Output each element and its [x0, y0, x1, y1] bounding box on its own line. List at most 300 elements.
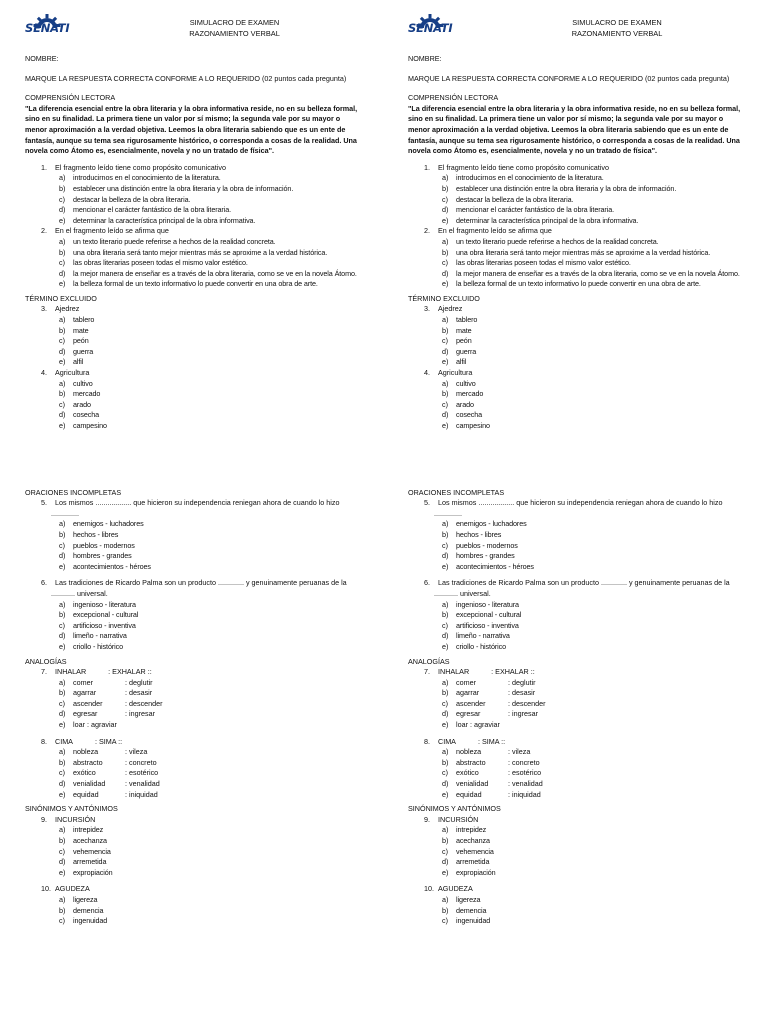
option-term-a: equidad — [73, 789, 99, 799]
question-number: 4. — [41, 368, 47, 378]
question-text-pair: : EXHALAR :: — [491, 667, 535, 677]
option-letter: a) — [59, 236, 66, 246]
option-letter: a) — [442, 677, 449, 687]
option-letter: a) — [442, 747, 449, 757]
question-stem — [416, 737, 746, 748]
option-pair — [73, 747, 147, 758]
option-term-b: : venalidad — [125, 779, 160, 789]
option-letter: e) — [442, 215, 449, 225]
name-field: NOMBRE: — [408, 54, 442, 63]
option-term-a: comer — [73, 677, 93, 687]
option-letter: d) — [59, 709, 66, 719]
option-letter: b) — [59, 905, 66, 915]
option-letter: b) — [442, 389, 449, 399]
question-text: Agricultura — [55, 368, 90, 378]
option-term-b: : vileza — [125, 747, 148, 757]
option-letter: a) — [59, 378, 66, 388]
option-letter: c) — [442, 768, 448, 778]
options-list — [59, 895, 364, 927]
option-letter: e) — [59, 215, 66, 225]
options-list — [59, 173, 364, 226]
option-e — [442, 790, 746, 801]
option-a — [59, 678, 364, 689]
question-text: Los mismos .................. que hicieron su independencia reniegan ahora de cuando lo hizo .............. — [434, 498, 723, 518]
option-text: la belleza formal de un texto informativo lo puede convertir en una obra de arte. — [456, 279, 701, 289]
question-2 — [408, 226, 746, 290]
question-5 — [408, 498, 746, 572]
option-pair — [456, 747, 530, 758]
options-list — [59, 519, 364, 572]
option-letter: b) — [59, 757, 66, 767]
question-8 — [25, 737, 364, 801]
option-text: guerra — [73, 346, 94, 356]
options-list — [442, 678, 746, 731]
option-c — [59, 195, 364, 206]
question-number: 1. — [424, 162, 430, 172]
option-c — [59, 336, 364, 347]
question-text: El fragmento leído tiene como propósito comunicativo — [438, 162, 609, 172]
option-term-a: nobleza — [456, 747, 482, 757]
option-d — [59, 709, 364, 720]
option-text: hechos - libres — [456, 529, 502, 539]
section-comprension: COMPRENSIÓN LECTORA — [25, 93, 116, 103]
option-letter: d) — [442, 551, 449, 561]
options-list — [442, 237, 746, 290]
exam-subtitle: RAZONAMIENTO VERBAL — [571, 28, 663, 38]
option-b — [442, 688, 746, 699]
option-text: intrepidez — [73, 825, 104, 835]
option-c — [442, 195, 746, 206]
option-letter: c) — [59, 336, 65, 346]
option-text: criollo - histórico — [456, 641, 507, 651]
option-term-a: equidad — [456, 789, 482, 799]
question-number: 10. — [424, 884, 434, 894]
option-e — [59, 216, 364, 227]
question-number: 8. — [424, 736, 430, 746]
question-text-pair: : EXHALAR :: — [108, 667, 152, 677]
option-letter: a) — [59, 747, 66, 757]
option-b — [59, 326, 364, 337]
option-c — [59, 621, 364, 632]
option-text: hechos - libres — [73, 529, 119, 539]
option-letter: e) — [442, 561, 449, 571]
question-9 — [25, 815, 364, 879]
option-letter: c) — [442, 194, 448, 204]
option-term-a: agarrar — [73, 688, 97, 698]
option-text: introducirnos en el conocimiento de la literatura. — [73, 173, 221, 183]
option-d — [442, 269, 746, 280]
question-6 — [408, 578, 746, 652]
option-letter: a) — [59, 825, 66, 835]
question-4 — [25, 368, 364, 432]
option-a — [442, 678, 746, 689]
option-letter: e) — [59, 357, 66, 367]
option-e — [442, 868, 746, 879]
option-a — [442, 519, 746, 530]
option-letter: e) — [442, 720, 449, 730]
option-c — [59, 400, 364, 411]
option-letter: b) — [442, 757, 449, 767]
question-stem — [416, 884, 746, 895]
option-c — [59, 916, 364, 927]
option-text: peón — [456, 336, 472, 346]
section-analogias: ANALOGÍAS — [25, 656, 67, 666]
option-term-b: : iniquidad — [125, 789, 158, 799]
option-e — [442, 279, 746, 290]
option-b — [442, 184, 746, 195]
option-term-b: : desasir — [508, 688, 536, 698]
option-b — [442, 530, 746, 541]
option-letter: d) — [59, 205, 66, 215]
option-text: hombres - grandes — [73, 551, 132, 561]
question-6 — [25, 578, 364, 652]
question-number: 6. — [424, 578, 430, 588]
reading-passage: "La diferencia esencial entre la obra literaria y la obra informativa reside, no en su belleza formal, sino en su finalidad. La primera tiene un valor por sí mismo; la segunda vale por su mayor o menor aproximación a la verdad objetiva. Leemos la obra literaria sabiendo que es un ente de fantasía, aunque su tema sea rigurosamente histórico, o corresponda a cosas de la realidad. Una novela como Átomo es, esencialmente, novela y no un tratado de física". — [25, 103, 358, 156]
question-number: 2. — [41, 226, 47, 236]
option-a — [442, 237, 746, 248]
option-text: campesino — [456, 421, 490, 430]
option-letter: c) — [59, 698, 65, 708]
option-term-b: : ingresar — [125, 709, 155, 719]
options-list — [59, 678, 364, 731]
option-letter: b) — [59, 610, 66, 620]
question-text: En el fragmento leído se afirma que — [55, 226, 169, 236]
option-e — [442, 421, 746, 432]
option-term-a: loar : agraviar — [456, 720, 500, 730]
option-text: enemigos - luchadores — [456, 519, 527, 529]
option-letter: b) — [59, 183, 66, 193]
option-letter: c) — [442, 540, 448, 550]
option-letter: d) — [442, 631, 449, 641]
options-list — [59, 237, 364, 290]
exam-title: SIMULACRO DE EXAMEN — [572, 18, 662, 27]
question-number: 9. — [41, 814, 47, 824]
option-term-b: : descender — [125, 698, 163, 708]
instructions: MARQUE LA RESPUESTA CORRECTA CONFORME A LO REQUERIDO (02 puntos cada pregunta) — [25, 73, 347, 83]
option-term-b: : esotérico — [125, 768, 159, 778]
option-term-a: egresar — [456, 709, 481, 719]
option-text: peón — [73, 336, 89, 346]
question-number: 4. — [424, 368, 430, 378]
option-letter: e) — [442, 789, 449, 799]
option-text: ligereza — [456, 894, 481, 904]
option-c — [442, 400, 746, 411]
sheet-titles — [145, 18, 364, 39]
section-sinonimos: SINÓNIMOS Y ANTÓNIMOS — [25, 804, 118, 814]
instructions: MARQUE LA RESPUESTA CORRECTA CONFORME A LO REQUERIDO (02 puntos cada pregunta) — [408, 73, 730, 83]
option-c — [442, 258, 746, 269]
option-text: arremetida — [456, 857, 490, 867]
option-letter: d) — [442, 857, 449, 867]
option-letter: e) — [442, 357, 449, 367]
option-text: alfil — [456, 357, 467, 367]
section-comprension: COMPRENSIÓN LECTORA — [408, 93, 499, 103]
option-text: destacar la belleza de la obra literaria. — [73, 194, 191, 204]
option-e — [442, 357, 746, 368]
option-letter: b) — [442, 183, 449, 193]
question-text-pair: : SIMA :: — [477, 736, 506, 746]
reading-passage: "La diferencia esencial entre la obra literaria y la obra informativa reside, no en su belleza formal, sino en su finalidad. La primera tiene un valor por sí mismo; la segunda vale por su mayor o menor aproximación a la verdad objetiva. Leemos la obra literaria sabiendo que es un ente de fantasía, aunque su tema sea rigurosamente histórico, o corresponda a cosas de la realidad. Una novela como Átomo es, esencialmente, novela y no un tratado de física". — [408, 103, 741, 156]
option-e — [442, 216, 746, 227]
option-letter: e) — [59, 421, 66, 430]
option-e — [59, 357, 364, 368]
question-stem — [416, 226, 746, 237]
option-letter: b) — [442, 905, 449, 915]
option-d — [442, 551, 746, 562]
option-letter: e) — [442, 279, 449, 289]
option-d — [442, 857, 746, 868]
option-a — [59, 379, 364, 390]
question-4 — [408, 368, 746, 432]
option-c — [59, 699, 364, 710]
option-letter: c) — [59, 846, 65, 856]
question-number: 5. — [41, 498, 47, 508]
option-text: pueblos - modernos — [456, 540, 518, 550]
option-term-b: : descender — [508, 698, 546, 708]
option-e — [59, 720, 364, 731]
question-3 — [25, 304, 364, 368]
option-text: arado — [456, 399, 474, 409]
option-term-a: egresar — [73, 709, 98, 719]
question-stem — [33, 667, 364, 678]
options-list — [442, 379, 746, 432]
option-d — [59, 857, 364, 868]
option-letter: e) — [442, 421, 449, 430]
section-oraciones: ORACIONES INCOMPLETAS — [408, 487, 505, 497]
question-text: INCURSIÓN — [438, 814, 479, 824]
question-10 — [408, 884, 746, 926]
option-letter: e) — [59, 720, 66, 730]
option-letter: b) — [59, 325, 66, 335]
option-letter: d) — [59, 779, 66, 789]
question-text: Los mismos .................. que hicieron su independencia reniegan ahora de cuando lo hizo .............. — [51, 498, 340, 518]
question-stem — [33, 304, 364, 315]
option-letter: b) — [442, 325, 449, 335]
question-stem — [33, 737, 364, 748]
option-term-a: ascender — [73, 698, 103, 708]
option-text: destacar la belleza de la obra literaria. — [456, 194, 574, 204]
option-c — [442, 621, 746, 632]
question-stem — [416, 498, 746, 519]
options-list — [442, 895, 746, 927]
option-letter: e) — [442, 641, 449, 651]
option-text: pueblos - modernos — [73, 540, 135, 550]
option-e — [59, 421, 364, 432]
option-letter: b) — [442, 529, 449, 539]
section-analogias: ANALOGÍAS — [408, 656, 450, 666]
option-text: las obras literarias poseen todas el mismo valor estético. — [73, 258, 248, 268]
question-number: 7. — [41, 667, 47, 677]
option-text: criollo - histórico — [73, 641, 124, 651]
option-c — [442, 541, 746, 552]
question-number: 3. — [424, 304, 430, 314]
question-stem — [33, 815, 364, 826]
option-term-a: ascender — [456, 698, 486, 708]
question-stem — [416, 667, 746, 678]
option-text: vehemencia — [73, 846, 111, 856]
option-pair — [456, 790, 541, 801]
question-text-pair: : SIMA :: — [94, 736, 123, 746]
option-text: una obra literaria será tanto mejor mientras más se aproxime a la verdad histórica. — [456, 247, 711, 257]
option-letter: a) — [59, 599, 66, 609]
option-letter: d) — [442, 779, 449, 789]
question-text: Ajedrez — [55, 304, 80, 314]
section-sinonimos: SINÓNIMOS Y ANTÓNIMOS — [408, 804, 501, 814]
option-letter: a) — [442, 599, 449, 609]
option-text: cultivo — [73, 378, 93, 388]
option-e — [59, 279, 364, 290]
option-text: mercado — [73, 389, 101, 399]
option-letter: b) — [442, 836, 449, 845]
option-letter: c) — [59, 620, 65, 630]
option-letter: a) — [442, 236, 449, 246]
option-b — [59, 530, 364, 541]
option-text: introducirnos en el conocimiento de la literatura. — [456, 173, 604, 183]
option-e — [442, 720, 746, 731]
option-letter: e) — [59, 641, 66, 651]
option-letter: e) — [442, 867, 449, 877]
option-c — [442, 699, 746, 710]
section-termino: TÉRMINO EXCLUIDO — [25, 293, 97, 303]
option-letter: a) — [442, 315, 449, 325]
option-letter: c) — [59, 768, 65, 778]
option-term-a: nobleza — [73, 747, 99, 757]
option-letter: c) — [442, 846, 448, 856]
option-pair — [73, 758, 157, 769]
question-number: 7. — [424, 667, 430, 677]
option-term-b: : deglutir — [125, 677, 153, 687]
option-b — [59, 688, 364, 699]
option-term-b: : iniquidad — [508, 789, 541, 799]
option-b — [59, 184, 364, 195]
option-term-b: : vileza — [508, 747, 531, 757]
question-10 — [25, 884, 364, 926]
name-field: NOMBRE: — [25, 54, 59, 63]
option-pair — [73, 699, 163, 710]
option-term-a: venialidad — [73, 779, 106, 789]
option-text: acontecimientos - héroes — [456, 561, 534, 571]
option-pair — [456, 768, 541, 779]
option-letter: b) — [59, 529, 66, 539]
option-letter: e) — [59, 561, 66, 571]
option-letter: a) — [59, 894, 66, 904]
option-term-b: : concreto — [508, 757, 540, 767]
option-pair — [73, 790, 158, 801]
question-number: 3. — [41, 304, 47, 314]
option-text: hombres - grandes — [456, 551, 515, 561]
option-text: artificioso - inventiva — [456, 620, 519, 630]
option-text: un texto literario puede referirse a hechos de la realidad concreta. — [456, 236, 659, 246]
option-text: tablero — [73, 315, 95, 325]
option-text: mencionar el carácter fantástico de la obra literaria. — [456, 205, 614, 215]
question-text: AGUDEZA — [438, 884, 473, 894]
option-d — [442, 709, 746, 720]
option-letter: e) — [59, 867, 66, 877]
options-list — [442, 315, 746, 368]
option-text: acechanza — [73, 836, 107, 845]
option-letter: c) — [442, 698, 448, 708]
option-text: la mejor manera de enseñar es a través de la obra literaria, como se ve en la novela Átomo. — [456, 268, 740, 278]
option-c — [59, 768, 364, 779]
option-e — [442, 642, 746, 653]
option-b — [59, 389, 364, 400]
question-text: AGUDEZA — [55, 884, 90, 894]
question-stem — [416, 163, 746, 174]
option-d — [442, 779, 746, 790]
option-b — [59, 758, 364, 769]
option-text: cultivo — [456, 378, 476, 388]
option-pair — [456, 699, 546, 710]
question-stem — [33, 368, 364, 379]
option-letter: a) — [442, 825, 449, 835]
question-text: En el fragmento leído se afirma que — [438, 226, 552, 236]
options-list — [59, 315, 364, 368]
question-stem — [33, 163, 364, 174]
question-stem — [33, 578, 364, 599]
option-text: alfil — [73, 357, 84, 367]
option-pair — [456, 709, 538, 720]
senati-logo-text: SENATI — [408, 21, 453, 35]
option-term-b: : concreto — [125, 757, 157, 767]
option-letter: c) — [59, 540, 65, 550]
option-letter: c) — [442, 399, 448, 409]
option-a — [59, 173, 364, 184]
question-number: 6. — [41, 578, 47, 588]
options-list — [59, 379, 364, 432]
options-list — [442, 519, 746, 572]
options-list — [59, 747, 364, 800]
option-letter: d) — [59, 346, 66, 356]
option-letter: b) — [59, 836, 66, 845]
option-letter: c) — [442, 336, 448, 346]
option-letter: e) — [59, 279, 66, 289]
option-letter: e) — [59, 789, 66, 799]
option-text: establecer una distinción entre la obra literaria y la obra de información. — [456, 183, 677, 193]
option-text: determinar la característica principal de la obra informativa. — [456, 215, 639, 225]
option-d — [59, 205, 364, 216]
option-term-b: : ingresar — [508, 709, 538, 719]
option-letter: c) — [59, 258, 65, 268]
option-letter: c) — [442, 620, 448, 630]
option-e — [59, 868, 364, 879]
option-e — [59, 562, 364, 573]
option-letter: a) — [59, 173, 66, 183]
option-pair — [456, 688, 535, 699]
option-c — [59, 258, 364, 269]
option-c — [442, 336, 746, 347]
question-3 — [408, 304, 746, 368]
exam-subtitle: RAZONAMIENTO VERBAL — [189, 28, 280, 38]
question-stem — [416, 304, 746, 315]
option-letter: b) — [442, 247, 449, 257]
option-e — [442, 562, 746, 573]
option-term-a: loar : agraviar — [73, 720, 117, 730]
option-letter: c) — [59, 399, 65, 409]
question-1 — [408, 163, 746, 227]
question-9 — [408, 815, 746, 879]
option-a — [59, 747, 364, 758]
option-c — [442, 847, 746, 858]
question-number: 9. — [424, 814, 430, 824]
option-a — [59, 237, 364, 248]
option-text: limeño - narrativa — [456, 631, 510, 641]
option-text: acontecimientos - héroes — [73, 561, 151, 571]
option-term-a: exótico — [73, 768, 96, 778]
option-pair — [73, 709, 155, 720]
option-c — [442, 768, 746, 779]
option-text: expropiación — [73, 867, 113, 877]
section-termino: TÉRMINO EXCLUIDO — [408, 293, 480, 303]
